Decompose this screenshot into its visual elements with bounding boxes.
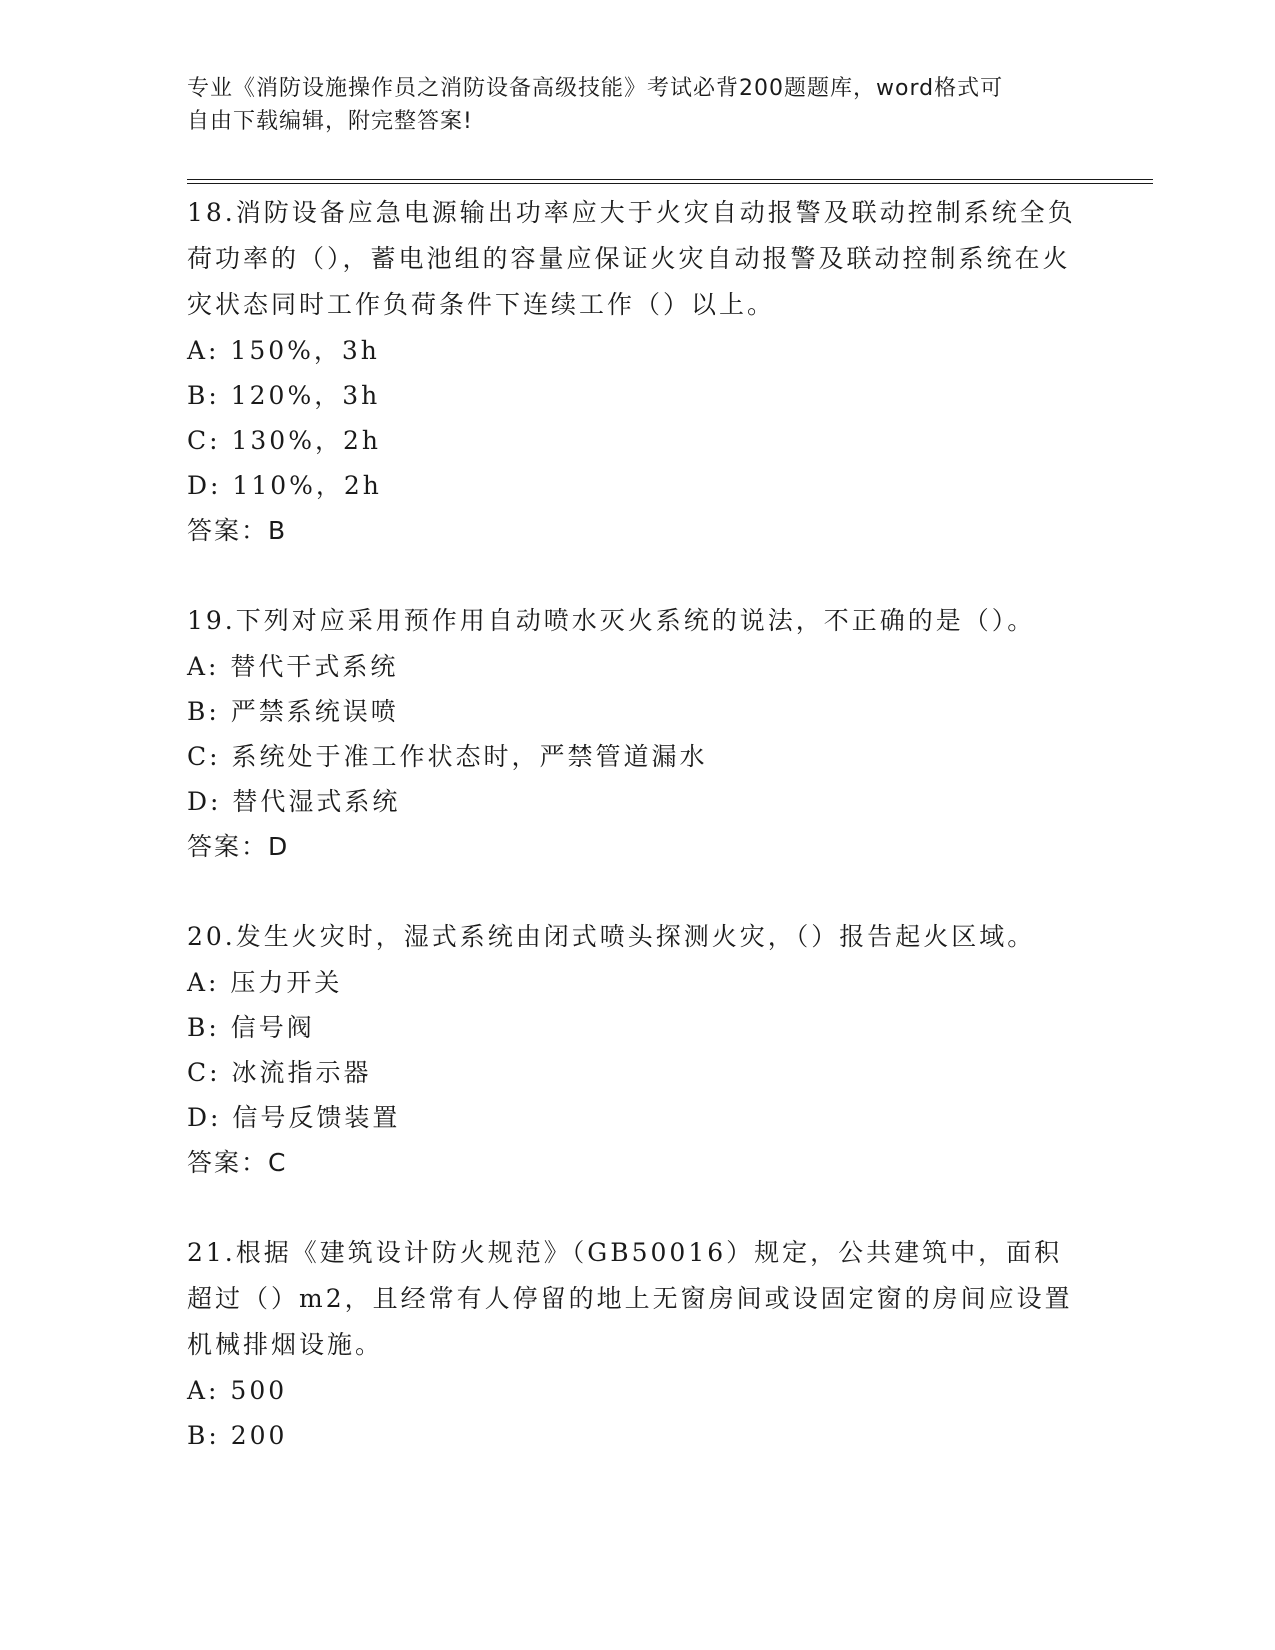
option-a: A: 150%，3h xyxy=(187,336,380,365)
option-b: B: 200 xyxy=(187,1421,288,1450)
question-stem: 20.发生火灾时，湿式系统由闭式喷头探测火灾，（）报告起火区域。 xyxy=(187,922,1036,951)
option-d: D: 110%，2h xyxy=(187,471,382,500)
option-b: B: 严禁系统误喷 xyxy=(187,697,399,726)
option-a: A: 压力开关 xyxy=(187,968,343,997)
header-rule-bottom xyxy=(187,183,1153,184)
option-c: C: 冰流指示器 xyxy=(187,1058,372,1087)
option-d: D: 替代湿式系统 xyxy=(187,787,401,816)
option-a: A: 500 xyxy=(187,1376,288,1405)
question-stem: 18.消防设备应急电源输出功率应大于火灾自动报警及联动控制系统全负荷功率的（），蓄电池组的容量应保证火灾自动报警及联动控制系统在火灾状态同时工作负荷条件下连续工作（）以上。 xyxy=(187,198,1076,319)
answer: 答案：D xyxy=(187,832,290,861)
answer: 答案：C xyxy=(187,1148,288,1177)
question-19 xyxy=(187,598,1087,870)
question-stem: 21.根据《建筑设计防火规范》（GB50016）规定，公共建筑中，面积超过（）m2，且经常有人停留的地上无窗房间或设固定窗的房间应设置机械排烟设施。 xyxy=(187,1238,1073,1359)
option-c: C: 系统处于准工作状态时，严禁管道漏水 xyxy=(187,742,708,771)
question-18 xyxy=(187,190,1087,554)
answer: 答案：B xyxy=(187,516,288,545)
question-21 xyxy=(187,1230,1087,1458)
question-20 xyxy=(187,914,1087,1186)
question-stem: 19.下列对应采用预作用自动喷水灭火系统的说法，不正确的是（）。 xyxy=(187,606,1036,635)
option-c: C: 130%，2h xyxy=(187,426,381,455)
header-rule-top xyxy=(187,179,1153,180)
question-list xyxy=(187,190,1087,1502)
option-b: B: 120%，3h xyxy=(187,381,381,410)
document-header: 专业《消防设施操作员之消防设备高级技能》考试必背200题题库，word格式可 自由下载编辑，附完整答案! xyxy=(187,76,1004,134)
option-b: B: 信号阀 xyxy=(187,1013,315,1042)
option-d: D: 信号反馈装置 xyxy=(187,1103,401,1132)
option-a: A: 替代干式系统 xyxy=(187,652,399,681)
